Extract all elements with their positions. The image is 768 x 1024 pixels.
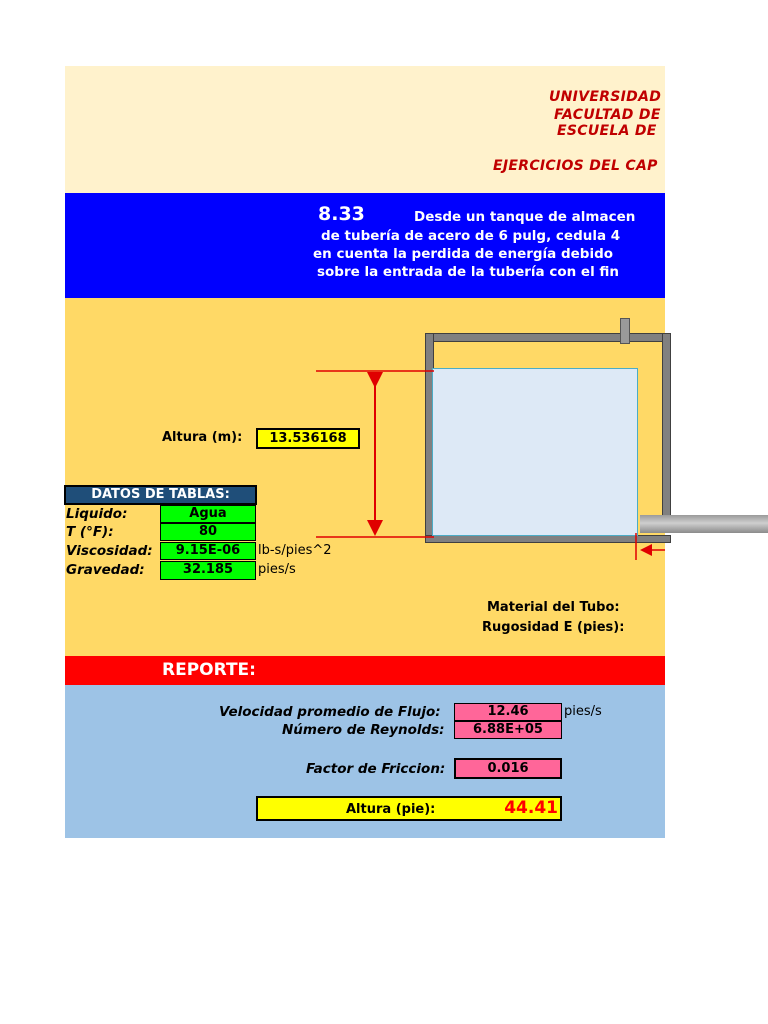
problem-number: 8.33 <box>318 203 365 225</box>
velocidad-cell[interactable]: 12.46 <box>454 703 562 721</box>
velocidad-unit: pies/s <box>564 704 602 719</box>
friccion-label: Factor de Friccion: <box>306 761 446 777</box>
friccion-cell[interactable]: 0.016 <box>454 758 562 779</box>
viscosidad-label: Viscosidad: <box>66 543 153 559</box>
reynolds-cell[interactable]: 6.88E+05 <box>454 721 562 739</box>
altura-pie-value: 44.41 <box>504 798 558 818</box>
altura-m-label: Altura (m): <box>162 430 243 445</box>
gravedad-cell[interactable]: 32.185 <box>160 561 256 580</box>
header-exercises: EJERCICIOS DEL CAP <box>493 158 658 174</box>
problem-line-2: de tubería de acero de 6 pulg, cedula 4 <box>321 228 621 244</box>
altura-pie-label: Altura (pie): <box>346 802 436 817</box>
header-university: UNIVERSIDAD <box>549 89 662 105</box>
material-tubo-label: Material del Tubo: <box>487 600 620 615</box>
gravedad-label: Gravedad: <box>66 562 145 578</box>
rugosidad-label: Rugosidad E (pies): <box>482 620 625 635</box>
viscosidad-cell[interactable]: 9.15E-06 <box>160 542 256 560</box>
header-school: ESCUELA DE <box>557 123 657 139</box>
liquido-cell[interactable]: Agua <box>160 505 256 523</box>
gravedad-unit: pies/s <box>258 562 296 577</box>
temperatura-cell[interactable]: 80 <box>160 523 256 541</box>
reynolds-label: Número de Reynolds: <box>282 722 445 738</box>
problem-line-3: en cuenta la perdida de energía debido <box>313 246 614 262</box>
tables-header: DATOS DE TABLAS: <box>64 485 257 505</box>
header-faculty: FACULTAD DE <box>554 107 661 123</box>
report-bar <box>65 656 665 685</box>
altura-pie-box[interactable] <box>256 796 562 821</box>
viscosidad-unit: lb-s/pies^2 <box>258 543 332 558</box>
velocidad-label: Velocidad promedio de Flujo: <box>219 704 441 720</box>
problem-line-4: sobre la entrada de la tubería con el fin <box>317 264 620 280</box>
temperatura-label: T (°F): <box>66 524 114 540</box>
liquido-label: Liquido: <box>66 506 128 522</box>
altura-m-cell[interactable]: 13.536168 <box>256 428 360 449</box>
report-title: REPORTE: <box>162 660 256 680</box>
problem-line-1: Desde un tanque de almacen <box>414 209 636 225</box>
